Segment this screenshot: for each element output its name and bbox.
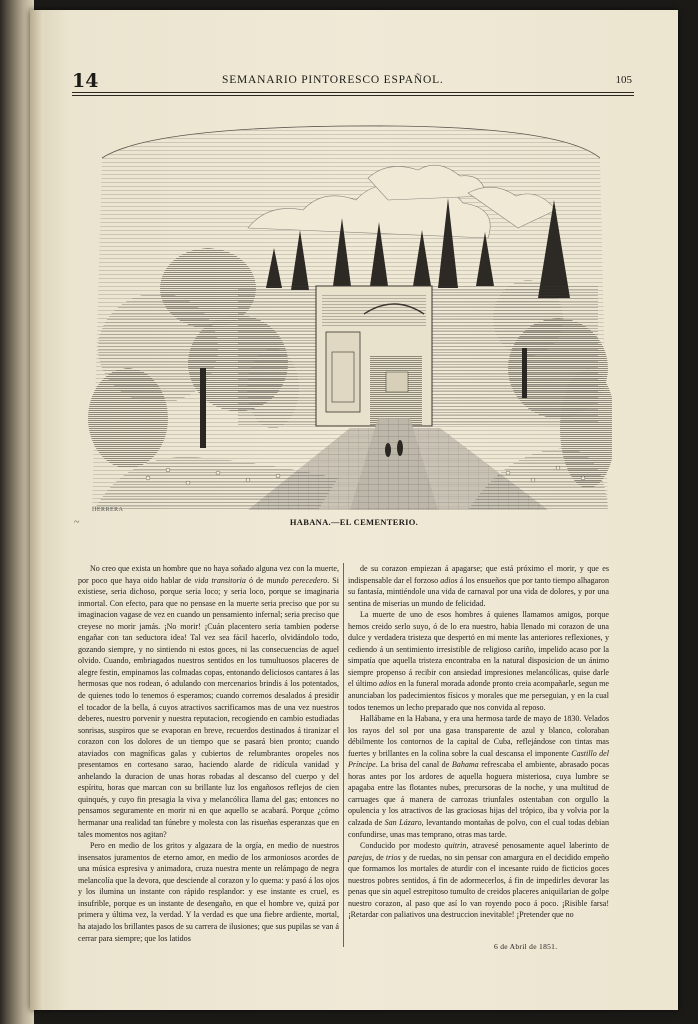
running-header	[72, 70, 632, 92]
article-paragraph	[348, 713, 609, 840]
issue-number: 14	[72, 70, 99, 92]
italic-phrase: San Lázaro	[384, 818, 422, 828]
text-run: á los ensueños que por tanto tiempo alhagaron su fantasía, mintiéndole una vida de carnaval por una vida de dolores, y por una sentina de miserias un mundo de felicidad.	[348, 575, 609, 608]
figure-caption: HABANA.—EL CEMENTERIO.	[289, 517, 419, 527]
text-run: , de	[371, 852, 386, 862]
italic-phrase: adios	[440, 575, 458, 585]
engraver-signature: HERRERA	[92, 507, 124, 513]
book-spine	[0, 0, 34, 1024]
issue-date: 6 de Abril de 1851.	[494, 942, 558, 951]
text-run: . La brisa del canal de	[375, 760, 452, 770]
caption-mark: ~	[74, 517, 80, 528]
text-run: y de ruedas, no sin pensar con amargura en el decidido empeño que formamos los mortales de aturdir con el incesante ruido de ficticios goces nuestros pobres sentidos, á fin de adormecerlos, á fin de impedirles devorar las penas que sin aquel estrepitoso tumulto de creidos placeres aniquilarian de golpe nuestro corazon, al paso que así lo van royendo poco á poco. ¡Risible farsa! ¡Retardar con paliativos una destruccion inevitable! ¡Pretender que no	[348, 852, 609, 920]
text-run: . Si existiese, seria dichoso, porque seria loco; y seria loco, porque se imaginaria inmortal. Con efecto, para que no pensase en la muerte seria preciso que por su imaginacion vagase de vez en cuando un pensamiento infernal; seria preciso que creyese no morir jamás. ¡No morir! ¡Cuán placentero seria tambien poderse engañar con tan seductora idea! Tal vez sea fácil hacerlo, olvidándolo todo, gozando siempre, y no sintiendo ni estos goces, ni las consecuencias de aquel olvido. Cuando, embriagados nuestros sentidos en los tumultuosos placeres de alegre festin, empinamos las colmadas copas, entonando deliciosos cantares á las hermosas que nos rodean, ó adulando con mercenarios brindis á los potentados, de quienes todo lo tenemos ó esperamos; cuando corremos desalados á presidir el tocador de la bella, á cuyos atractivos sacrificamos mas de una vez nuestros deberes, nuestro porvenir y nuestra reputacion, recogiendo en cambio estudiadas sonrisas, suspiros que se evaporan en breve, recuerdos destinados á tiranizar el corazon con los dolores de un tiempo que se pasará bien pronto; cuando ataviados con magníficas galas y cubiertos de relumbrantes oropeles nos presentamos en cortesano sarao, haciendo alarde de ridícula vanidad y anhelando la duracion de unas horas robadas al descanso del cuerpo y del espíritu, horas que marcan con su brillante luz los engañosos reflejos de cien quinqués, y cuyo fin presagia la viva y melancólica llama del gas; entonces no pensamos seguramente en morir ni en que aquello se acabará. Porque ¿cómo hermanar una realidad tan fúnebre y molesta con las risueñas esperanzas que en tales momentos nos agitan?	[78, 575, 340, 839]
cemetery-engraving	[88, 118, 612, 510]
article-paragraph	[348, 840, 609, 921]
header-rule	[72, 92, 634, 93]
italic-phrase: Castillo del Príncipe	[348, 748, 609, 770]
text-run: La muerte de uno de esos hombres á quienes llamamos amigos, porque hemos creido serlo suyo, ó de lo era nuestro, habia llenado mi corazon de una dulce y verdadera tristeza que despertó en mi mente las anteriores reflexiones, y cediendo á un sentimiento irresistible de religioso cariño, impelido acaso por la simpatía que aquella tristeza encontraba en la natural disposicion de un ánimo siempre propenso á recibir con ansiedad impresiones melancólicas, quise darle el último	[348, 610, 609, 689]
italic-phrase: parejas	[348, 852, 372, 862]
article-paragraph	[78, 563, 339, 840]
text-run: de su corazon empiezan á apagarse; que está próximo el morir, y que es indispensable dar el forzoso	[348, 564, 609, 585]
italic-phrase: adios	[378, 679, 397, 689]
cemetery-gateway	[316, 286, 432, 426]
text-run: Hallábame en la Habana, y era una hermosa tarde de mayo de 1830. Velados los rayos del sol por una gasa transparente de azul y blanco, coloraban débilmente los contornos de la capital de Cuba, reflejándose con tintas mas fuertes y brillantes en la colina sobre la cual descansa el imponente	[348, 714, 609, 758]
text-run: Conducido por modesto	[360, 841, 445, 851]
page-number: 105	[615, 74, 632, 86]
text-run: No creo que exista un hombre que no haya soñado alguna vez con la muerte, por poco que haya oido hablar de	[78, 564, 339, 585]
article-column-right	[348, 563, 609, 921]
header-rule-double	[72, 95, 634, 96]
publication-title: SEMANARIO PINTORESCO ESPAÑOL.	[222, 74, 444, 86]
text-run: refrescaba el ambiente, abrasado pocas horas antes por los ardores de aquella hoguera misteriosa, cuya lumbre se apagaba entre las flotantes nubes, precursoras de la noche, y una multitud de carruages que á manera de carrozas triunfales ostentaban con orgullo la opulencia y los atractivos de las graciosas hijas del trópico, iba y volvia por la calzada de	[348, 760, 609, 828]
text-run: Pero en medio de los gritos y algazara de la orgía, en medio de nuestros insensatos juramentos de eterno amor, en medio de los armoniosos acordes de una música espresiva y animadora, cruza nuestra mente un relámpago de negra melancolía que la devora, que desciende al corazon y lo quema: y pasó á los ojos y los ilumina un instante con rápido resplandor: y ese instante es cruel, es insufrible, porque es un instante de desengaño, en que el hombre ve, quizá por primera y última vez, la verdad. Y la verdad es que una fiebre ardiente, mortal, ha atajado los brillantes pasos de su carrera de ilusiones; que sus pupilas se van á cerrar para siempre; que los latidos	[78, 841, 339, 943]
text-run: en la funeral morada adonde pronto creia acompañarle, segun me anunciaban los padecimientos físicos y morales que me perseguian, y en la cual todos tenemos un lecho preparado que nos convida al reposo.	[348, 679, 609, 712]
italic-phrase: Bahama	[451, 760, 479, 770]
article-column-left	[78, 563, 339, 944]
page-edge-shadow	[30, 10, 44, 1010]
article-paragraph	[348, 563, 609, 609]
column-divider	[343, 563, 344, 947]
article-paragraph	[348, 609, 609, 713]
italic-phrase: mundo perecedero	[266, 575, 328, 585]
article-paragraph	[78, 840, 339, 944]
italic-phrase: vida transitoria	[194, 575, 246, 585]
text-run: , atravesé penosamente aquel laberinto de	[466, 841, 609, 851]
text-run: ó de	[245, 575, 267, 585]
italic-phrase: trios	[385, 852, 401, 862]
italic-phrase: quitrin	[444, 841, 467, 851]
page-sheet	[30, 10, 678, 1010]
text-run: , levantando montañas de polvo, con el cual todas debian confundirse, unas mas temprano, otras mas tarde.	[348, 818, 609, 839]
